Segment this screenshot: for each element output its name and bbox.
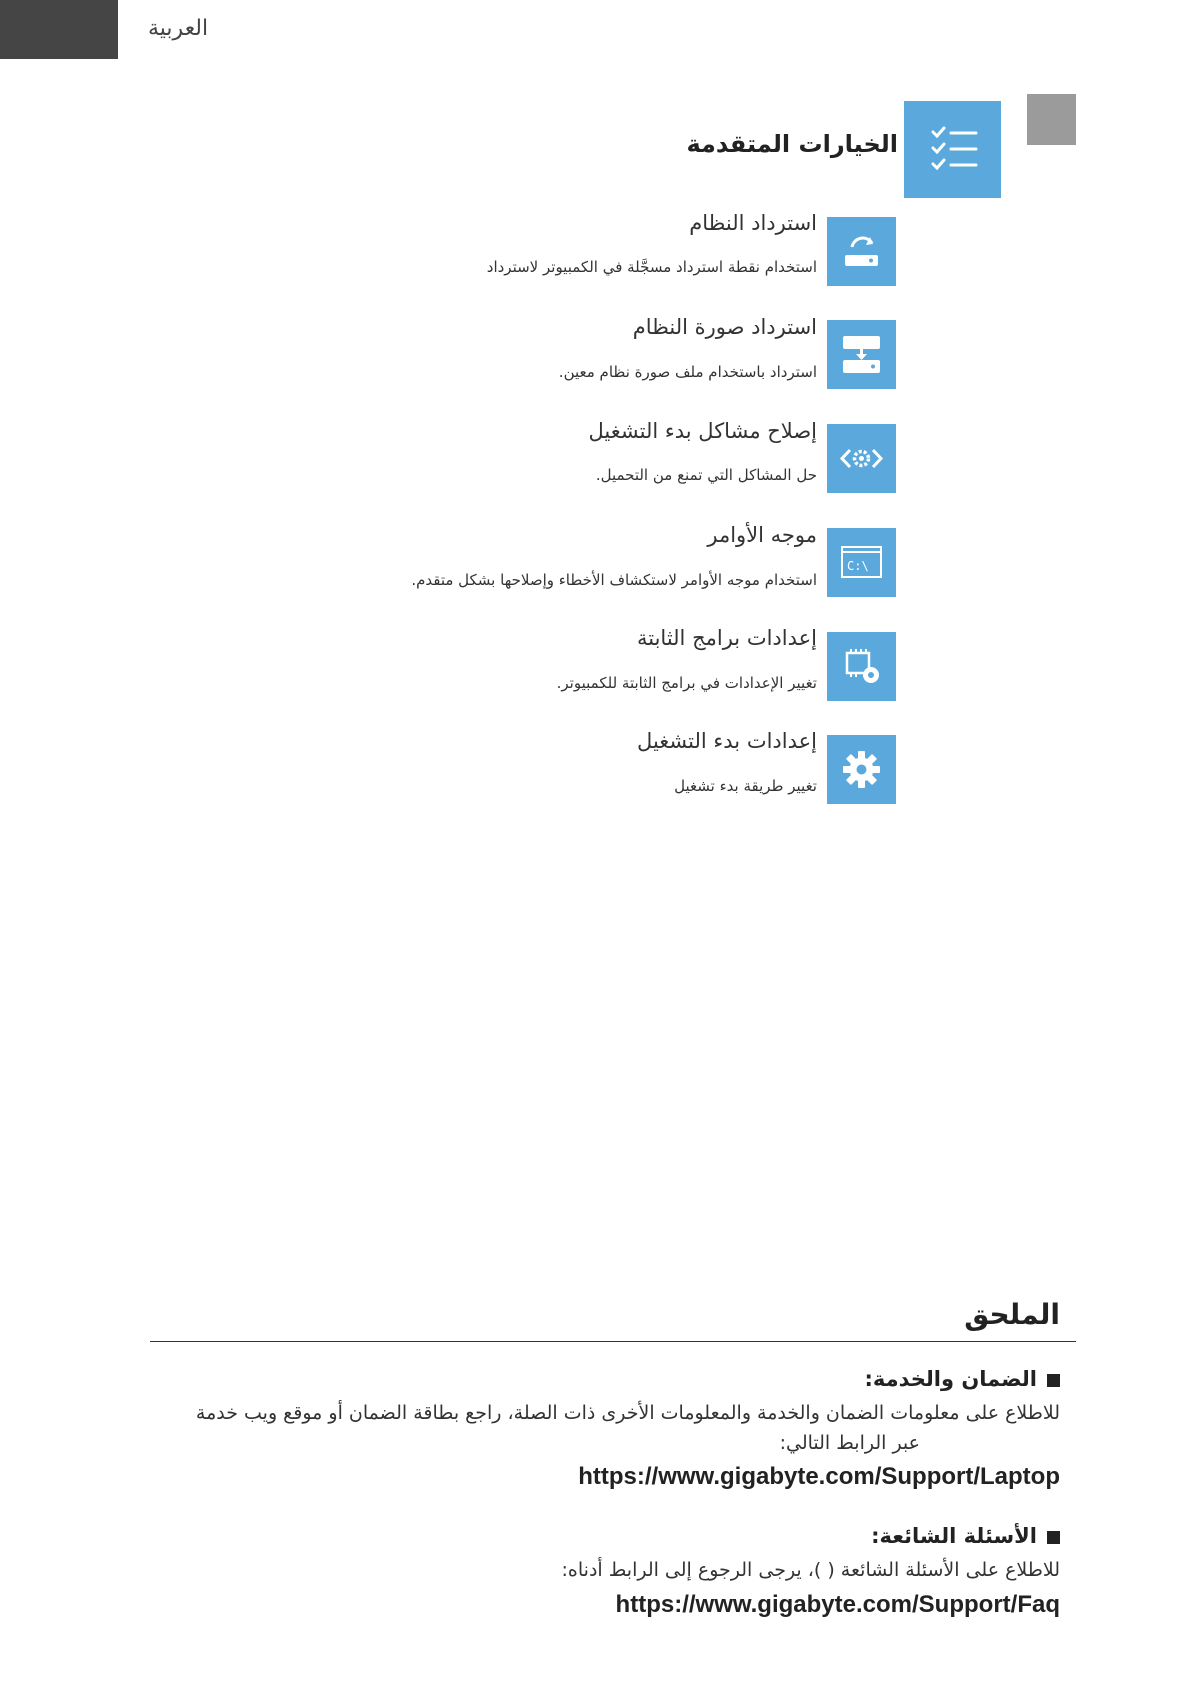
- bullet-icon: [1047, 1531, 1060, 1544]
- option-desc-startup-settings: تغيير طريقة بدء تشغيل: [674, 777, 817, 795]
- startup-repair-icon[interactable]: [827, 424, 896, 493]
- option-desc-firmware-settings: تغيير الإعدادات في برامج الثابتة للكمبيوتر.: [556, 674, 817, 692]
- faq-text: للاطلاع على الأسئلة الشائعة ( )، يرجى الرجوع إلى الرابط أدناه:: [561, 1559, 1060, 1581]
- startup-settings-icon[interactable]: [827, 735, 896, 804]
- option-desc-startup-repair: حل المشاكل التي تمنع من التحميل.: [595, 466, 817, 484]
- option-title-command-prompt[interactable]: موجه الأوامر: [707, 523, 817, 547]
- option-title-startup-settings[interactable]: إعدادات بدء التشغيل: [637, 729, 817, 753]
- option-title-firmware-settings[interactable]: إعدادات برامج الثابتة: [636, 626, 817, 650]
- corner-marker: [1027, 94, 1076, 145]
- option-title-system-image-recovery[interactable]: استرداد صورة النظام: [632, 315, 817, 339]
- firmware-settings-icon[interactable]: [827, 632, 896, 701]
- option-desc-system-image-recovery: استرداد باستخدام ملف صورة نظام معين.: [558, 363, 817, 381]
- faq-heading-text: الأسئلة الشائعة:: [871, 1524, 1037, 1548]
- command-prompt-icon[interactable]: [827, 528, 896, 597]
- section-divider: [150, 1341, 1076, 1342]
- system-restore-icon[interactable]: [827, 217, 896, 286]
- appendix-title: الملحق: [964, 1298, 1060, 1331]
- faq-support-link[interactable]: https://www.gigabyte.com/Support/Faq: [615, 1591, 1060, 1618]
- faq-heading: [871, 1524, 1060, 1548]
- language-label: العربية: [148, 16, 209, 41]
- system-image-recovery-icon[interactable]: [827, 320, 896, 389]
- warranty-heading-text: الضمان والخدمة:: [864, 1367, 1037, 1391]
- bullet-icon: [1047, 1374, 1060, 1387]
- option-title-system-restore[interactable]: استرداد النظام: [689, 211, 817, 235]
- advanced-options-title: الخيارات المتقدمة: [686, 130, 898, 158]
- svg-text:C:\: C:\: [847, 559, 869, 573]
- warranty-text-line1: للاطلاع على معلومات الضمان والخدمة والمعلومات الأخرى ذات الصلة، راجع بطاقة الضمان أو موقع ويب خدمة: [195, 1402, 1060, 1424]
- header-tab-block: [0, 0, 118, 59]
- checklist-icon: [904, 101, 1001, 198]
- warranty-support-link[interactable]: https://www.gigabyte.com/Support/Laptop: [578, 1463, 1060, 1490]
- option-desc-system-restore: استخدام نقطة استرداد مسجَّلة في الكمبيوتر لاسترداد: [486, 258, 817, 276]
- option-desc-command-prompt: استخدام موجه الأوامر لاستكشاف الأخطاء وإصلاحها بشكل متقدم.: [411, 571, 817, 589]
- warranty-text-line2: عبر الرابط التالي:: [779, 1432, 920, 1454]
- option-title-startup-repair[interactable]: إصلاح مشاكل بدء التشغيل: [588, 419, 817, 443]
- warranty-heading: [864, 1367, 1060, 1391]
